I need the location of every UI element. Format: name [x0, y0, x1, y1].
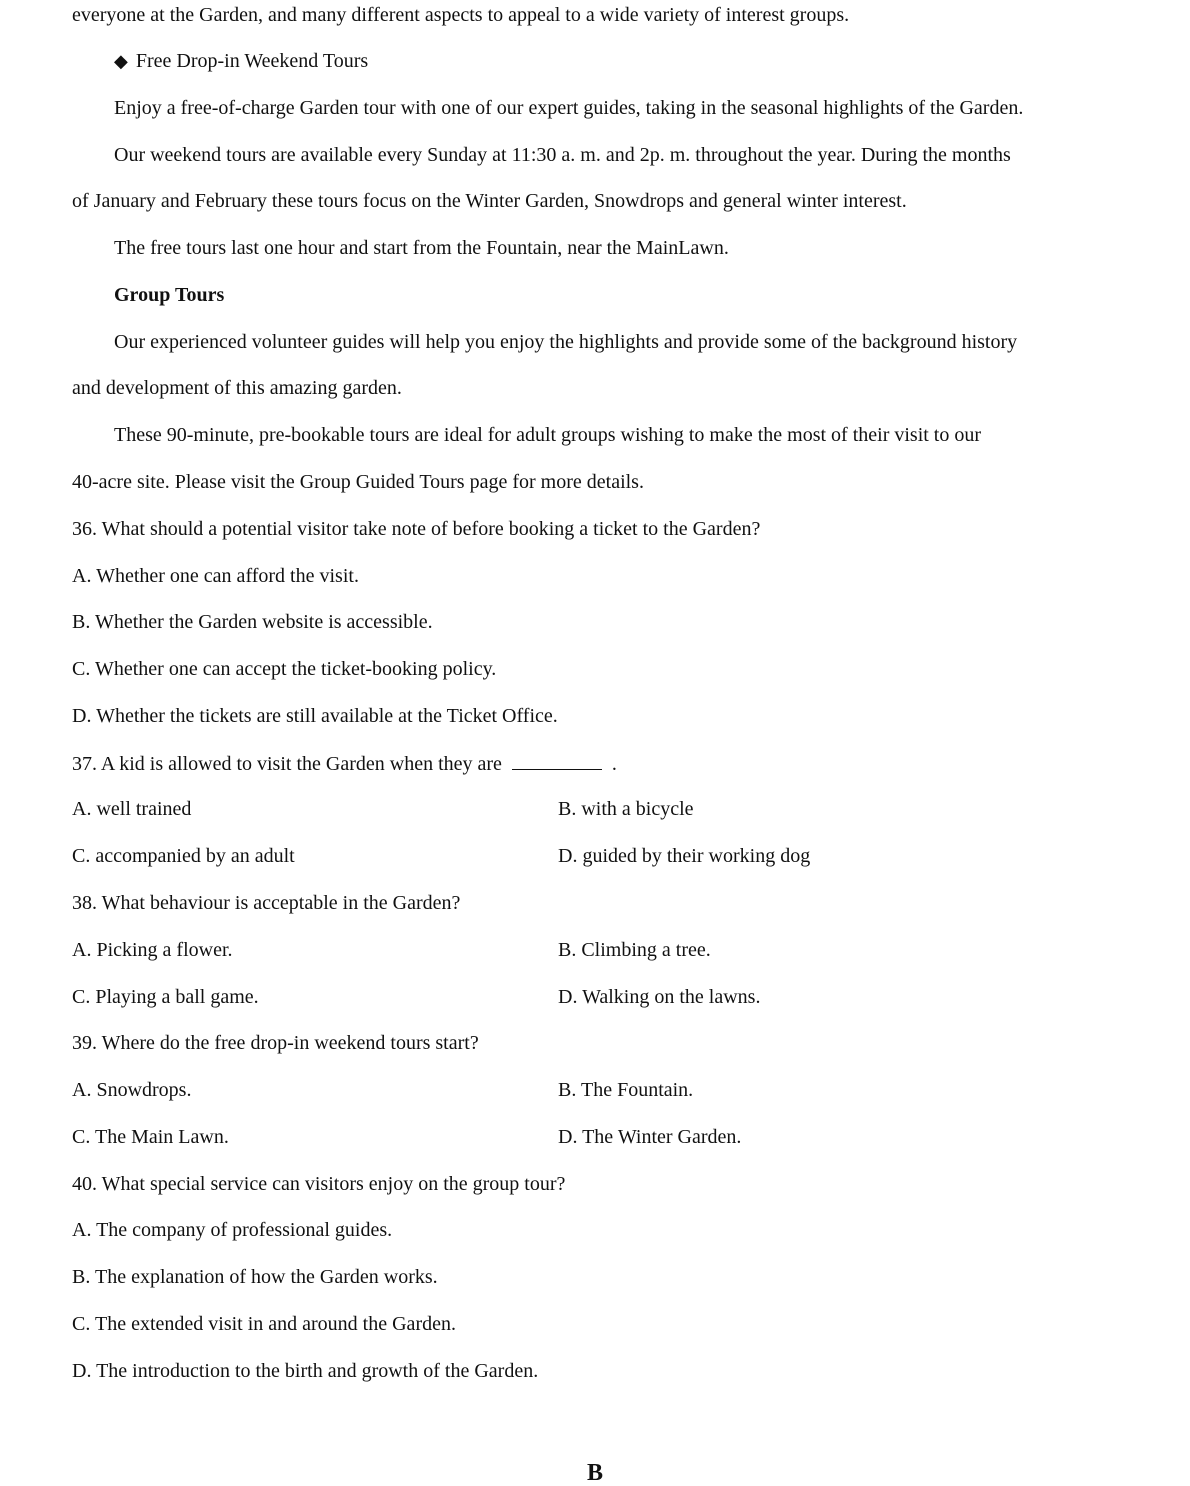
- group-tours-paragraph-2-line-2: 40-acre site. Please visit the Group Guided Tours page for more details.: [72, 471, 644, 493]
- answer-blank: [512, 751, 602, 770]
- question-36-option-c: C. Whether one can accept the ticket-booking policy.: [72, 658, 497, 680]
- question-38-option-a: A. Picking a flower.: [72, 939, 233, 961]
- question-36-option-a: A. Whether one can afford the visit.: [72, 565, 359, 587]
- question-40-option-d: D. The introduction to the birth and growth of the Garden.: [72, 1360, 539, 1382]
- free-tours-paragraph-1: Enjoy a free-of-charge Garden tour with one of our expert guides, taking in the seasonal highlights of the Garden.: [114, 97, 1024, 119]
- question-37-stem-text: 37. A kid is allowed to visit the Garden when they are: [72, 753, 502, 775]
- question-40-option-c: C. The extended visit in and around the Garden.: [72, 1313, 456, 1335]
- question-36-option-b: B. Whether the Garden website is accessible.: [72, 611, 433, 633]
- question-37-option-b: B. with a bicycle: [558, 798, 694, 820]
- question-37-option-a: A. well trained: [72, 798, 192, 820]
- section-heading-b: B: [586, 1460, 603, 1486]
- question-39-option-b: B. The Fountain.: [558, 1079, 694, 1101]
- question-38-option-d: D. Walking on the lawns.: [558, 986, 761, 1008]
- question-39-option-d: D. The Winter Garden.: [558, 1126, 742, 1148]
- free-tours-heading-text: Free Drop-in Weekend Tours: [135, 50, 369, 72]
- free-tours-paragraph-2-line-2: of January and February these tours focus on the Winter Garden, Snowdrops and general winter interest.: [72, 190, 907, 212]
- question-38-option-c: C. Playing a ball game.: [72, 986, 259, 1008]
- question-37-option-d: D. guided by their working dog: [558, 845, 811, 867]
- group-tours-paragraph-1-line-1: Our experienced volunteer guides will help you enjoy the highlights and provide some of the background history: [114, 331, 1018, 353]
- diamond-bullet-icon: ◆: [114, 51, 128, 71]
- question-37-option-c: C. accompanied by an adult: [72, 845, 295, 867]
- question-39-stem: 39. Where do the free drop-in weekend tours start?: [72, 1032, 479, 1054]
- question-39-option-a: A. Snowdrops.: [72, 1079, 192, 1101]
- question-36-option-d: D. Whether the tickets are still available at the Ticket Office.: [72, 705, 558, 727]
- question-38-option-b: B. Climbing a tree.: [558, 939, 711, 961]
- question-38-stem: 38. What behaviour is acceptable in the Garden?: [72, 892, 461, 914]
- free-tours-heading: [114, 49, 368, 73]
- question-37-stem: [72, 751, 617, 776]
- free-tours-paragraph-2-line-1: Our weekend tours are available every Sunday at 11:30 a. m. and 2p. m. throughout the year. During the months: [114, 144, 1011, 166]
- question-36-stem: 36. What should a potential visitor take note of before booking a ticket to the Garden?: [72, 518, 761, 540]
- question-39-option-c: C. The Main Lawn.: [72, 1126, 229, 1148]
- question-40-option-b: B. The explanation of how the Garden works.: [72, 1266, 438, 1288]
- question-40-stem: 40. What special service can visitors enjoy on the group tour?: [72, 1173, 566, 1195]
- free-tours-paragraph-3: The free tours last one hour and start from the Fountain, near the MainLawn.: [114, 237, 729, 259]
- group-tours-paragraph-1-line-2: and development of this amazing garden.: [72, 377, 402, 399]
- passage-intro-tail: everyone at the Garden, and many different aspects to appeal to a wide variety of interest groups.: [72, 4, 850, 26]
- question-37-stem-end: .: [611, 753, 617, 775]
- group-tours-paragraph-2-line-1: These 90-minute, pre-bookable tours are ideal for adult groups wishing to make the most of their visit to our: [114, 424, 982, 446]
- group-tours-heading: Group Tours: [114, 284, 225, 306]
- question-40-option-a: A. The company of professional guides.: [72, 1219, 393, 1241]
